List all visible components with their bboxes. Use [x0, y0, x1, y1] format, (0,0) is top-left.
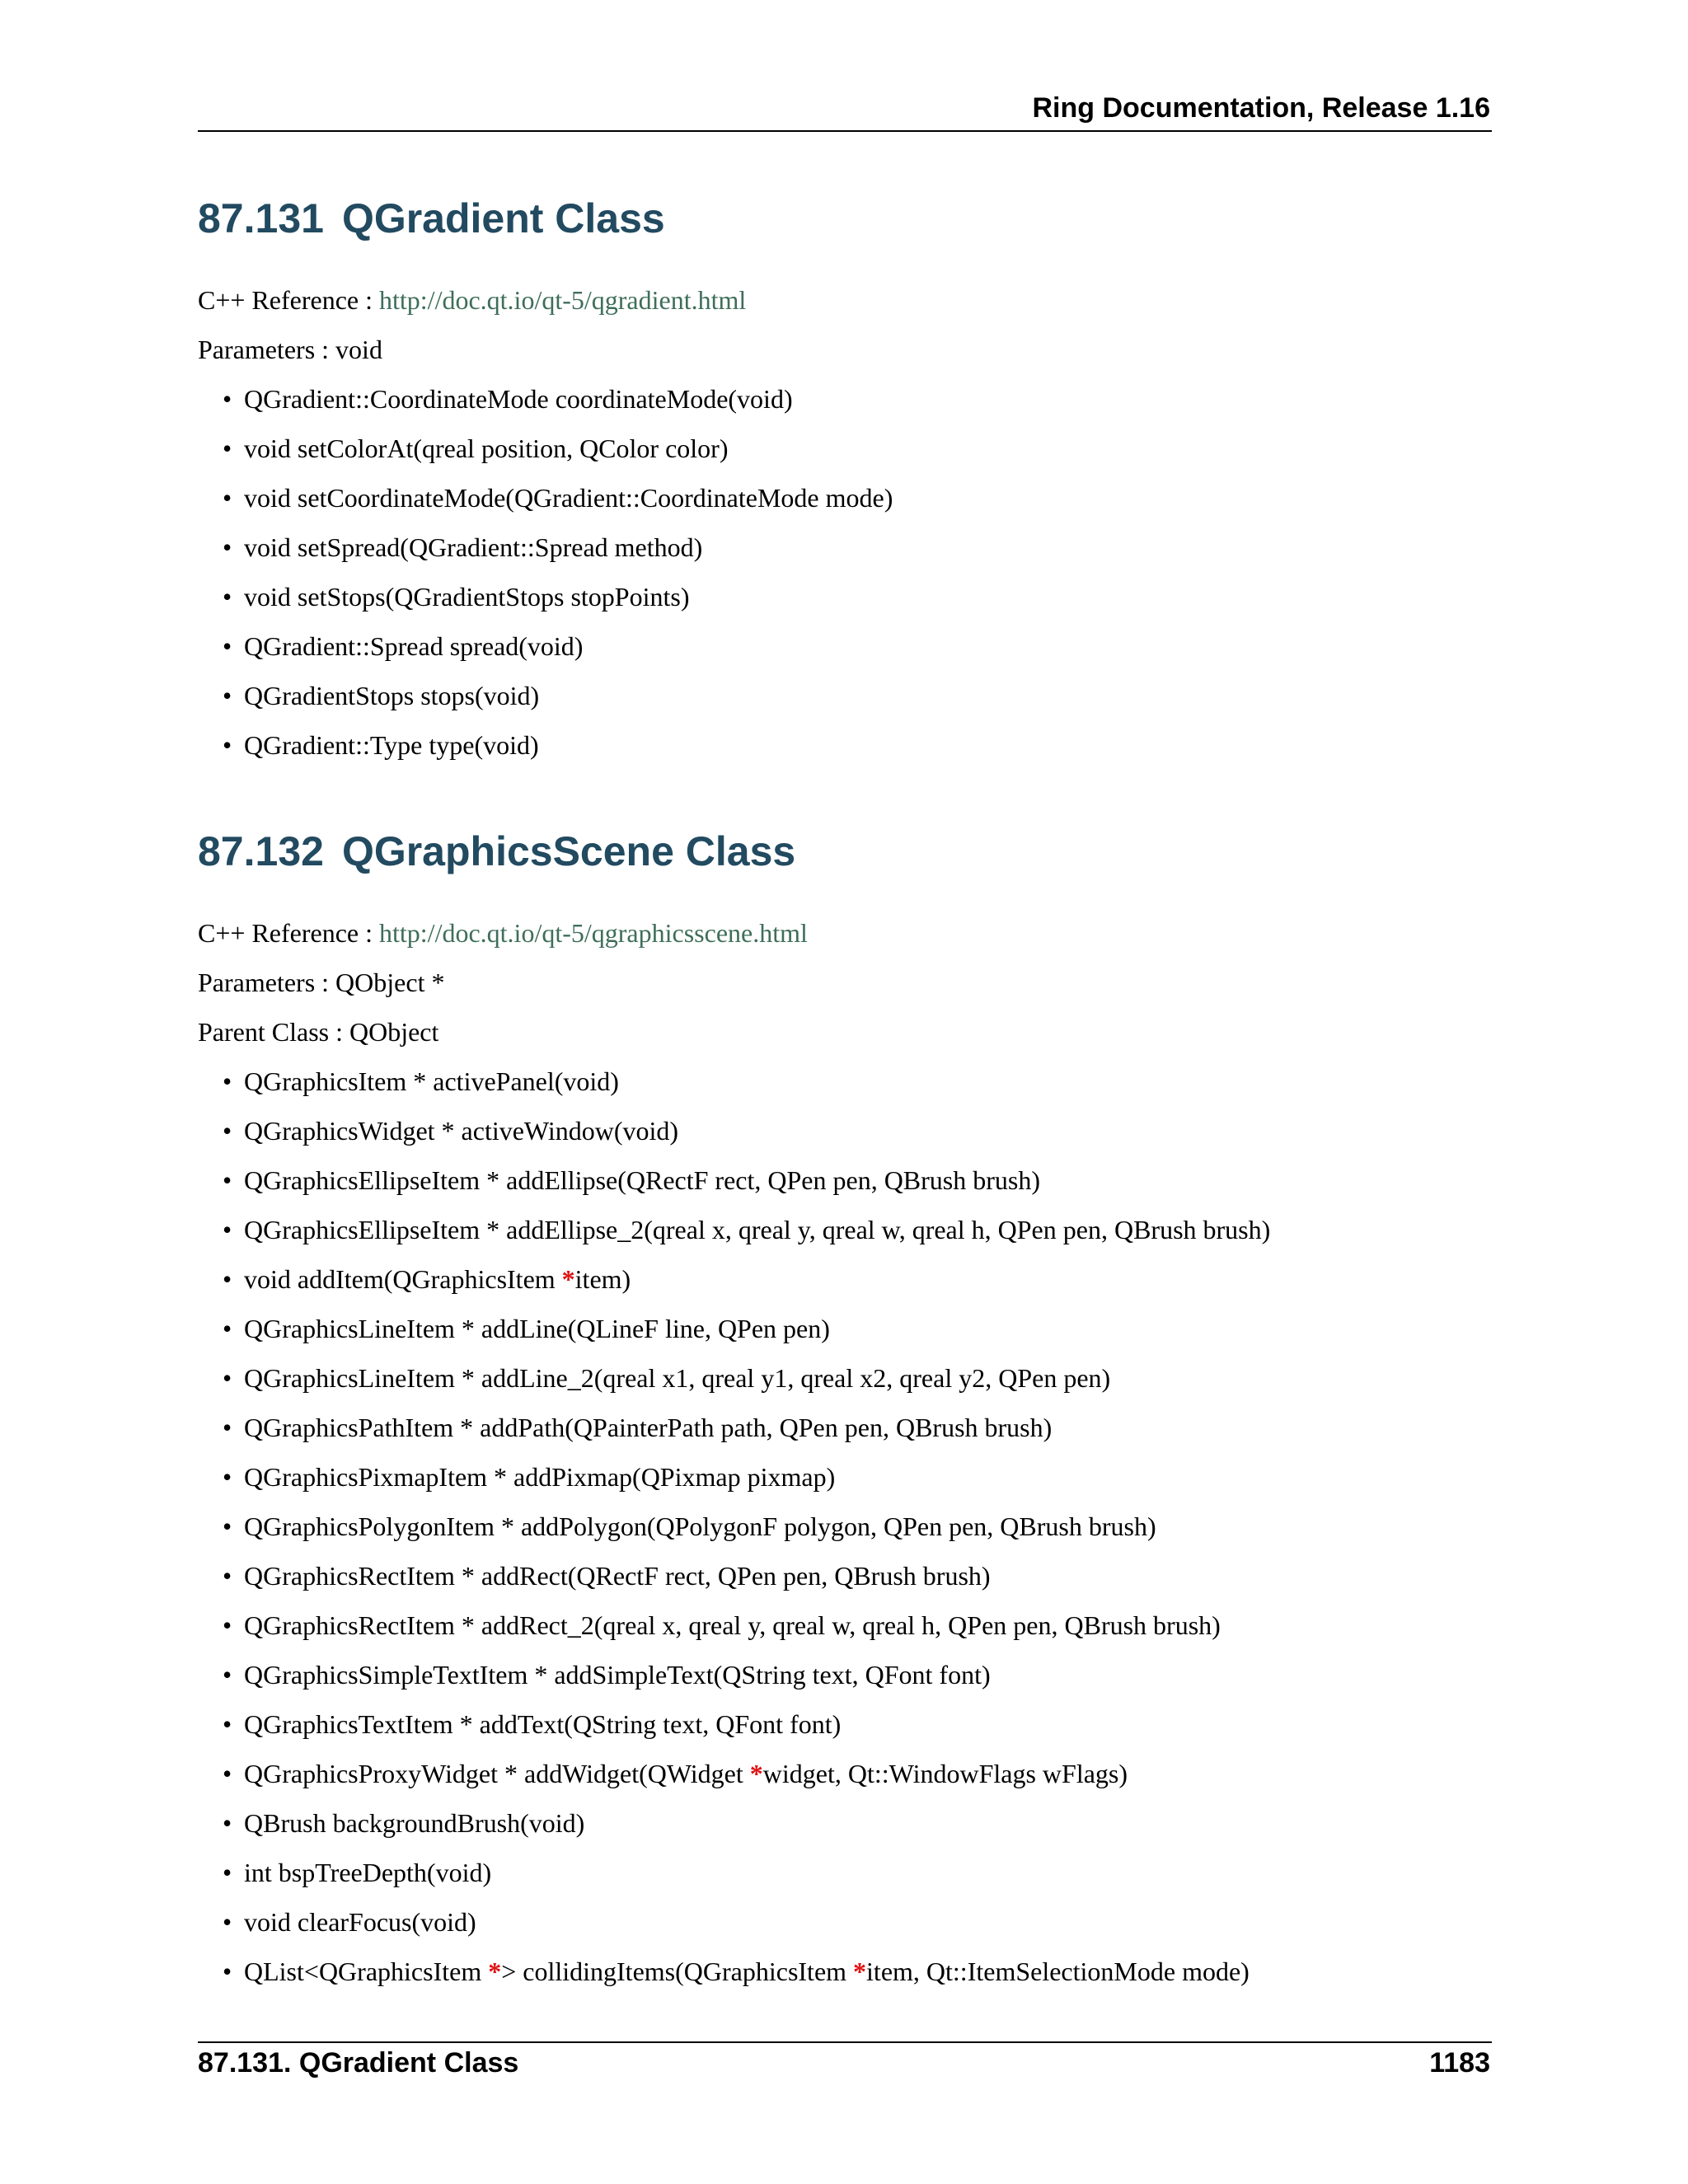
pointer-star: * [561, 1264, 575, 1294]
header-rule [198, 130, 1492, 132]
section-heading: QGradient Class [341, 195, 665, 241]
reference-label: C++ Reference : [198, 918, 373, 948]
list-item: • QGraphicsLineItem * addLine(QLineF line, QPen pen) [223, 1314, 830, 1343]
list-item: • void setStops(QGradientStops stopPoints) [223, 582, 690, 612]
list-item: • QGraphicsEllipseItem * addEllipse_2(qreal x, qreal y, qreal w, qreal h, QPen pen, QBrush brush) [223, 1215, 1271, 1244]
list-item: • void setSpread(QGradient::Spread method) [223, 532, 703, 562]
list-item: • void setCoordinateMode(QGradient::CoordinateMode mode) [223, 483, 893, 513]
reference-label: C++ Reference : [198, 285, 373, 315]
list-item: • QGradient::Type type(void) [223, 730, 539, 760]
list-item: • QGraphicsSimpleTextItem * addSimpleText(QString text, QFont font) [223, 1660, 991, 1690]
reference-link[interactable]: http://doc.qt.io/qt-5/qgraphicsscene.html [379, 918, 808, 948]
list-item: • QBrush backgroundBrush(void) [223, 1808, 585, 1838]
list-item: • QGraphicsItem * activePanel(void) [223, 1066, 619, 1096]
list-item: • QList<QGraphicsItem *> collidingItems(QGraphicsItem *item, Qt::ItemSelectionMode mode) [223, 1957, 1250, 1986]
reference-link[interactable]: http://doc.qt.io/qt-5/qgradient.html [379, 285, 747, 315]
list-item: • QGraphicsWidget * activeWindow(void) [223, 1116, 679, 1146]
list-item: • QGraphicsPathItem * addPath(QPainterPath path, QPen pen, QBrush brush) [223, 1413, 1053, 1442]
list-item: • QGradientStops stops(void) [223, 681, 540, 710]
list-item: • QGraphicsProxyWidget * addWidget(QWidget *widget, Qt::WindowFlags wFlags) [223, 1759, 1128, 1788]
list-item: • void clearFocus(void) [223, 1907, 476, 1937]
section-heading: QGraphicsScene Class [341, 828, 796, 874]
list-item: • void setColorAt(qreal position, QColor color) [223, 434, 729, 463]
cpp-reference-line [198, 285, 746, 316]
running-header: Ring Documentation, Release 1.16 [1032, 92, 1490, 124]
list-item: • void addItem(QGraphicsItem *item) [223, 1264, 631, 1294]
section-title-qgraphicsscene [198, 827, 795, 875]
list-item: • QGraphicsTextItem * addText(QString text, QFont font) [223, 1709, 842, 1739]
list-item: • int bspTreeDepth(void) [223, 1858, 492, 1887]
list-item: • QGraphicsPixmapItem * addPixmap(QPixmap pixmap) [223, 1462, 836, 1492]
list-item: • QGraphicsLineItem * addLine_2(qreal x1, qreal y1, qreal x2, qreal y2, QPen pen) [223, 1363, 1111, 1393]
section-number: 87.132 [198, 828, 324, 874]
list-item: • QGraphicsRectItem * addRect(QRectF rect, QPen pen, QBrush brush) [223, 1561, 991, 1591]
footer-rule [198, 2041, 1492, 2043]
list-item: • QGraphicsRectItem * addRect_2(qreal x, qreal y, qreal w, qreal h, QPen pen, QBrush brush) [223, 1610, 1221, 1640]
parameters-line: Parameters : QObject * [198, 968, 445, 997]
cpp-reference-line [198, 918, 808, 949]
section-number: 87.131 [198, 195, 324, 241]
parameters-line: Parameters : void [198, 335, 382, 364]
list-item: • QGradient::CoordinateMode coordinateMode(void) [223, 384, 793, 414]
list-item: • QGradient::Spread spread(void) [223, 631, 584, 661]
section-title-qgradient [198, 194, 665, 242]
footer-section-title: 87.131. QGradient Class [198, 2047, 519, 2079]
pointer-star: * [488, 1957, 502, 1986]
list-item: • QGraphicsPolygonItem * addPolygon(QPolygonF polygon, QPen pen, QBrush brush) [223, 1511, 1156, 1541]
parent-class-line: Parent Class : QObject [198, 1017, 439, 1047]
list-item: • QGraphicsEllipseItem * addEllipse(QRectF rect, QPen pen, QBrush brush) [223, 1165, 1041, 1195]
pointer-star: * [853, 1957, 867, 1986]
pointer-star: * [749, 1759, 763, 1788]
page-number: 1183 [1429, 2047, 1490, 2079]
